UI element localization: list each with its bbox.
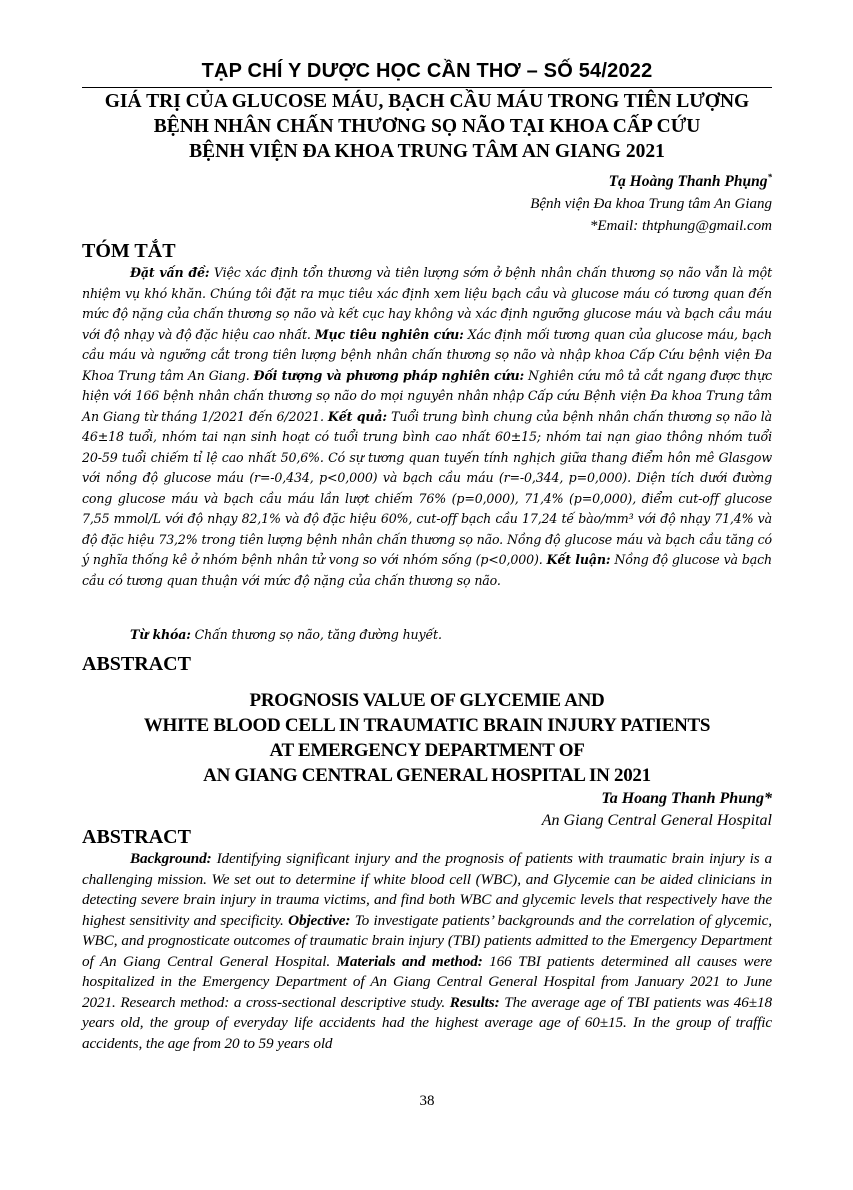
- en-title-line: AT EMERGENCY DEPARTMENT OF: [269, 740, 585, 761]
- vn-author-block: [530, 166, 772, 237]
- summary-text-results: Tuổi trung bình chung của bệnh nhân chấn thương sọ não là 46±18 tuổi, nhóm tai nạn sinh hoạt có tuổi trung bình cao nhất 60±15; nhóm tai nạn giao thông nhóm tuổi 20-59 tuổi chiếm tỉ lệ cao nhất 50,6%. Có sự tương quan tuyến tính nghịch giữa thang điểm hôn mê Glasgow với nồng độ glucose máu (r=-0,434, p<0,000) và bạch cầu máu (r=-0,344, p=0,000). Diện tích dưới đường cong glucose máu và bạch cầu máu lần lượt chiếm 76% (p=0,000), 71,4% (p=0,000), điểm cut-off glucose 7,55 mmol/L với độ nhạy 82,1% và độ đặc hiệu 60%, cut-off bạch cầu 17,24 tế bào/mm³ với độ nhạy 71,4% và độ đặc hiệu 73,2% trong tiên lượng bệnh nhân chấn thương sọ não. Nồng độ glucose máu và bạch cầu tăng có ý nghĩa thống kê ở nhóm bệnh nhân tử vong so với nhóm sống (p<0,000).: [82, 408, 772, 567]
- abstract-label-objective: Objective:: [288, 911, 351, 929]
- abstract-text-results: The average age of TBI patients was 46±18 years old, the group of everyday life accidents had the highest average age of 60±15. In the group of traffic accidents, the age from 20 to 59 years old: [82, 993, 772, 1052]
- abstract-heading-top: ABSTRACT: [82, 653, 191, 675]
- author-email[interactable]: *Email: thtphung@gmail.com: [589, 218, 772, 235]
- summary-label-objective: Mục tiêu nghiên cứu:: [314, 326, 464, 342]
- summary-heading: TÓM TẮT: [82, 240, 176, 262]
- vn-summary: [82, 263, 772, 591]
- keywords-text: Chấn thương sọ não, tăng đường huyết.: [190, 627, 442, 642]
- vietnamese-title: [76, 89, 778, 164]
- summary-label-methods: Đối tượng và phương pháp nghiên cứu:: [253, 367, 525, 383]
- abstract-text-objective: To investigate patients’ backgrounds and the correlation of glycemic, WBC, and prognosticate outcomes of traumatic brain injury (TBI) patients admitted to the Emergency Department of An Giang Central General Hospital.: [82, 911, 772, 970]
- vn-title-line: GIÁ TRỊ CỦA GLUCOSE MÁU, BẠCH CẦU MÁU TRONG TIÊN LƯỢNG: [104, 91, 750, 112]
- header-rule: [82, 87, 772, 88]
- abstract-text-methods: 166 TBI patients determined all causes were hospitalized in the Emergency Department of An Giang Central General Hospital from January 2021 to June 2021. Research method: a cross-sectional descriptive study.: [82, 952, 772, 1011]
- abstract-heading: ABSTRACT: [82, 826, 191, 848]
- summary-label-background: Đặt vấn đề:: [130, 265, 210, 280]
- summary-text-objective: Xác định mối tương quan của glucose máu, bạch cầu máu và ngưỡng cắt trong tiên lượng bệnh nhân chấn thương sọ não và nhập khoa Cấp Cứu bệnh viện Đa Khoa Trung tâm An Giang.: [82, 326, 773, 383]
- vn-title-line: BỆNH VIỆN ĐA KHOA TRUNG TÂM AN GIANG 2021: [189, 141, 665, 162]
- abstract-label-background: Background:: [130, 850, 212, 867]
- author-name: [530, 166, 772, 193]
- vn-title-line: BỆNH NHÂN CHẤN THƯƠNG SỌ NÃO TẠI KHOA CẤP CỨU: [153, 116, 701, 137]
- en-title-line: PROGNOSIS VALUE OF GLYCEMIE AND: [249, 690, 605, 711]
- en-author-name: Ta Hoang Thanh Phung*: [601, 790, 772, 807]
- summary-label-results: Kết quả:: [327, 408, 387, 424]
- author-mark: *: [767, 172, 772, 182]
- en-abstract: [82, 849, 772, 1054]
- en-title-line: WHITE BLOOD CELL IN TRAUMATIC BRAIN INJURY PATIENTS: [143, 715, 711, 736]
- abstract-label-results: Results:: [449, 993, 500, 1011]
- abstract-text-background: Identifying significant injury and the prognosis of patients with traumatic brain injury is a challenging mission. We set out to determine if white blood cell (WBC), and Glycemie can be aided clinicians in detecting severe brain injury in trauma victims, and find both WBC and glycemic levels that respectively have the highest sensitivity and specificity.: [82, 850, 772, 929]
- abstract-label-methods: Materials and method:: [336, 952, 483, 970]
- author-name-text: Tạ Hoàng Thanh Phụng: [608, 173, 768, 191]
- summary-text-methods: Nghiên cứu mô tả cắt ngang được thực hiện với 166 bệnh nhân chấn thương sọ não do mọi nguyên nhân nhập Cấp cứu Bệnh viện Đa khoa Trung tâm An Giang từ tháng 1/2021 đến 6/2021.: [82, 367, 773, 424]
- summary-text-conclusion: Nồng độ glucose và bạch cầu có tương quan thuận với mức độ nặng của chấn thương sọ não.: [82, 552, 772, 588]
- journal-header: TẠP CHÍ Y DƯỢC HỌC CẦN THƠ – SỐ 54/2022: [201, 60, 653, 82]
- summary-label-conclusion: Kết luận:: [546, 552, 611, 567]
- vn-keywords: [82, 625, 772, 646]
- en-author-affiliation: An Giang Central General Hospital: [541, 812, 772, 829]
- author-affiliation: Bệnh viện Đa khoa Trung tâm An Giang: [530, 196, 772, 213]
- page-number: 38: [419, 1093, 435, 1109]
- english-title: [76, 688, 778, 788]
- en-author-block: [542, 788, 772, 832]
- keywords-label: Từ khóa:: [130, 627, 191, 642]
- en-title-line: AN GIANG CENTRAL GENERAL HOSPITAL IN 2021: [203, 765, 651, 786]
- summary-text-background: Việc xác định tổn thương và tiên lượng sớm ở bệnh nhân chấn thương sọ não vẫn là một nhiệm vụ khó khăn. Chúng tôi đặt ra mục tiêu xác định xem liệu bạch cầu và glucose máu có tương quan đến mức độ nặng của chấn thương sọ não và kết cục hay không và xác định ngưỡng glucose máu và bạch cầu máu với độ nhạy và độ đặc hiệu cao nhất.: [82, 265, 772, 342]
